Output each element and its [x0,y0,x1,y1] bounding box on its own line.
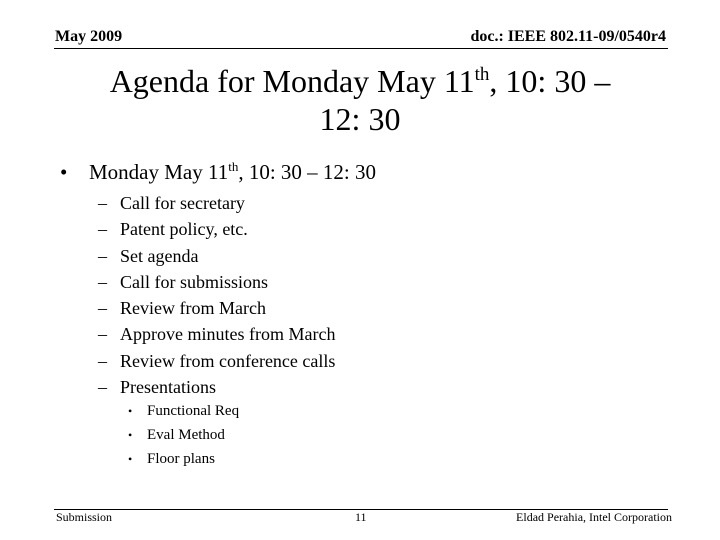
list-item-text: Review from March [120,298,266,319]
dash-icon: – [98,377,107,398]
dash-icon: – [98,193,107,213]
dash-icon: – [98,350,107,371]
dash-icon: – [98,271,107,292]
dash-icon: – [98,245,107,266]
list-item-text: Presentations [120,377,216,398]
header-divider [54,48,668,49]
list-item [98,374,335,400]
list-item-text: Patent policy, etc. [120,219,248,240]
footer-author: Eldad Perahia, Intel Corporation [516,510,672,524]
bullet-icon: • [128,451,133,466]
title-sup: th [474,64,490,85]
presentations-list [128,400,239,471]
bullet-icon: • [60,160,68,184]
title-text: Agenda for Monday May 11 [109,63,475,99]
dash-icon: – [98,324,107,345]
title-text-2: , 10: 30 – [489,63,611,99]
list-item [128,424,239,448]
title-line2: 12: 30 [319,101,401,137]
list-item-text: Functional Req [147,403,240,419]
list-item-text: Eval Method [147,426,225,443]
list-item-text: Floor plans [147,450,215,467]
footer-submission: Submission [56,510,113,524]
bullet-icon: • [128,427,133,442]
agenda-list [98,190,335,400]
header-date: May 2009 [55,28,123,45]
dash-icon: – [98,219,107,240]
list-item [98,243,335,269]
slide-title [60,62,660,138]
list-item [128,448,239,472]
list-item [98,321,335,347]
list-item-text: Set agenda [120,245,199,266]
list-item [98,190,335,216]
dash-icon: – [98,298,107,319]
list-item-text: Review from conference calls [120,350,336,371]
page-number: 11 [355,510,367,524]
list-item-text: Call for secretary [120,193,245,213]
bullet-icon: • [128,404,133,418]
list-item [98,295,335,321]
list-item-text: Call for submissions [120,271,269,292]
main-bullet-sup: th [228,159,239,174]
list-item [128,400,239,424]
main-bullet-text-2: , 10: 30 – 12: 30 [238,160,377,184]
list-item [98,269,335,295]
main-bullet-text: Monday May 11 [89,160,229,184]
list-item-text: Approve minutes from March [120,324,336,345]
list-item [98,216,335,242]
list-item [98,348,335,374]
header-doc-id: doc.: IEEE 802.11-09/0540r4 [470,28,666,45]
main-bullet [60,160,376,185]
